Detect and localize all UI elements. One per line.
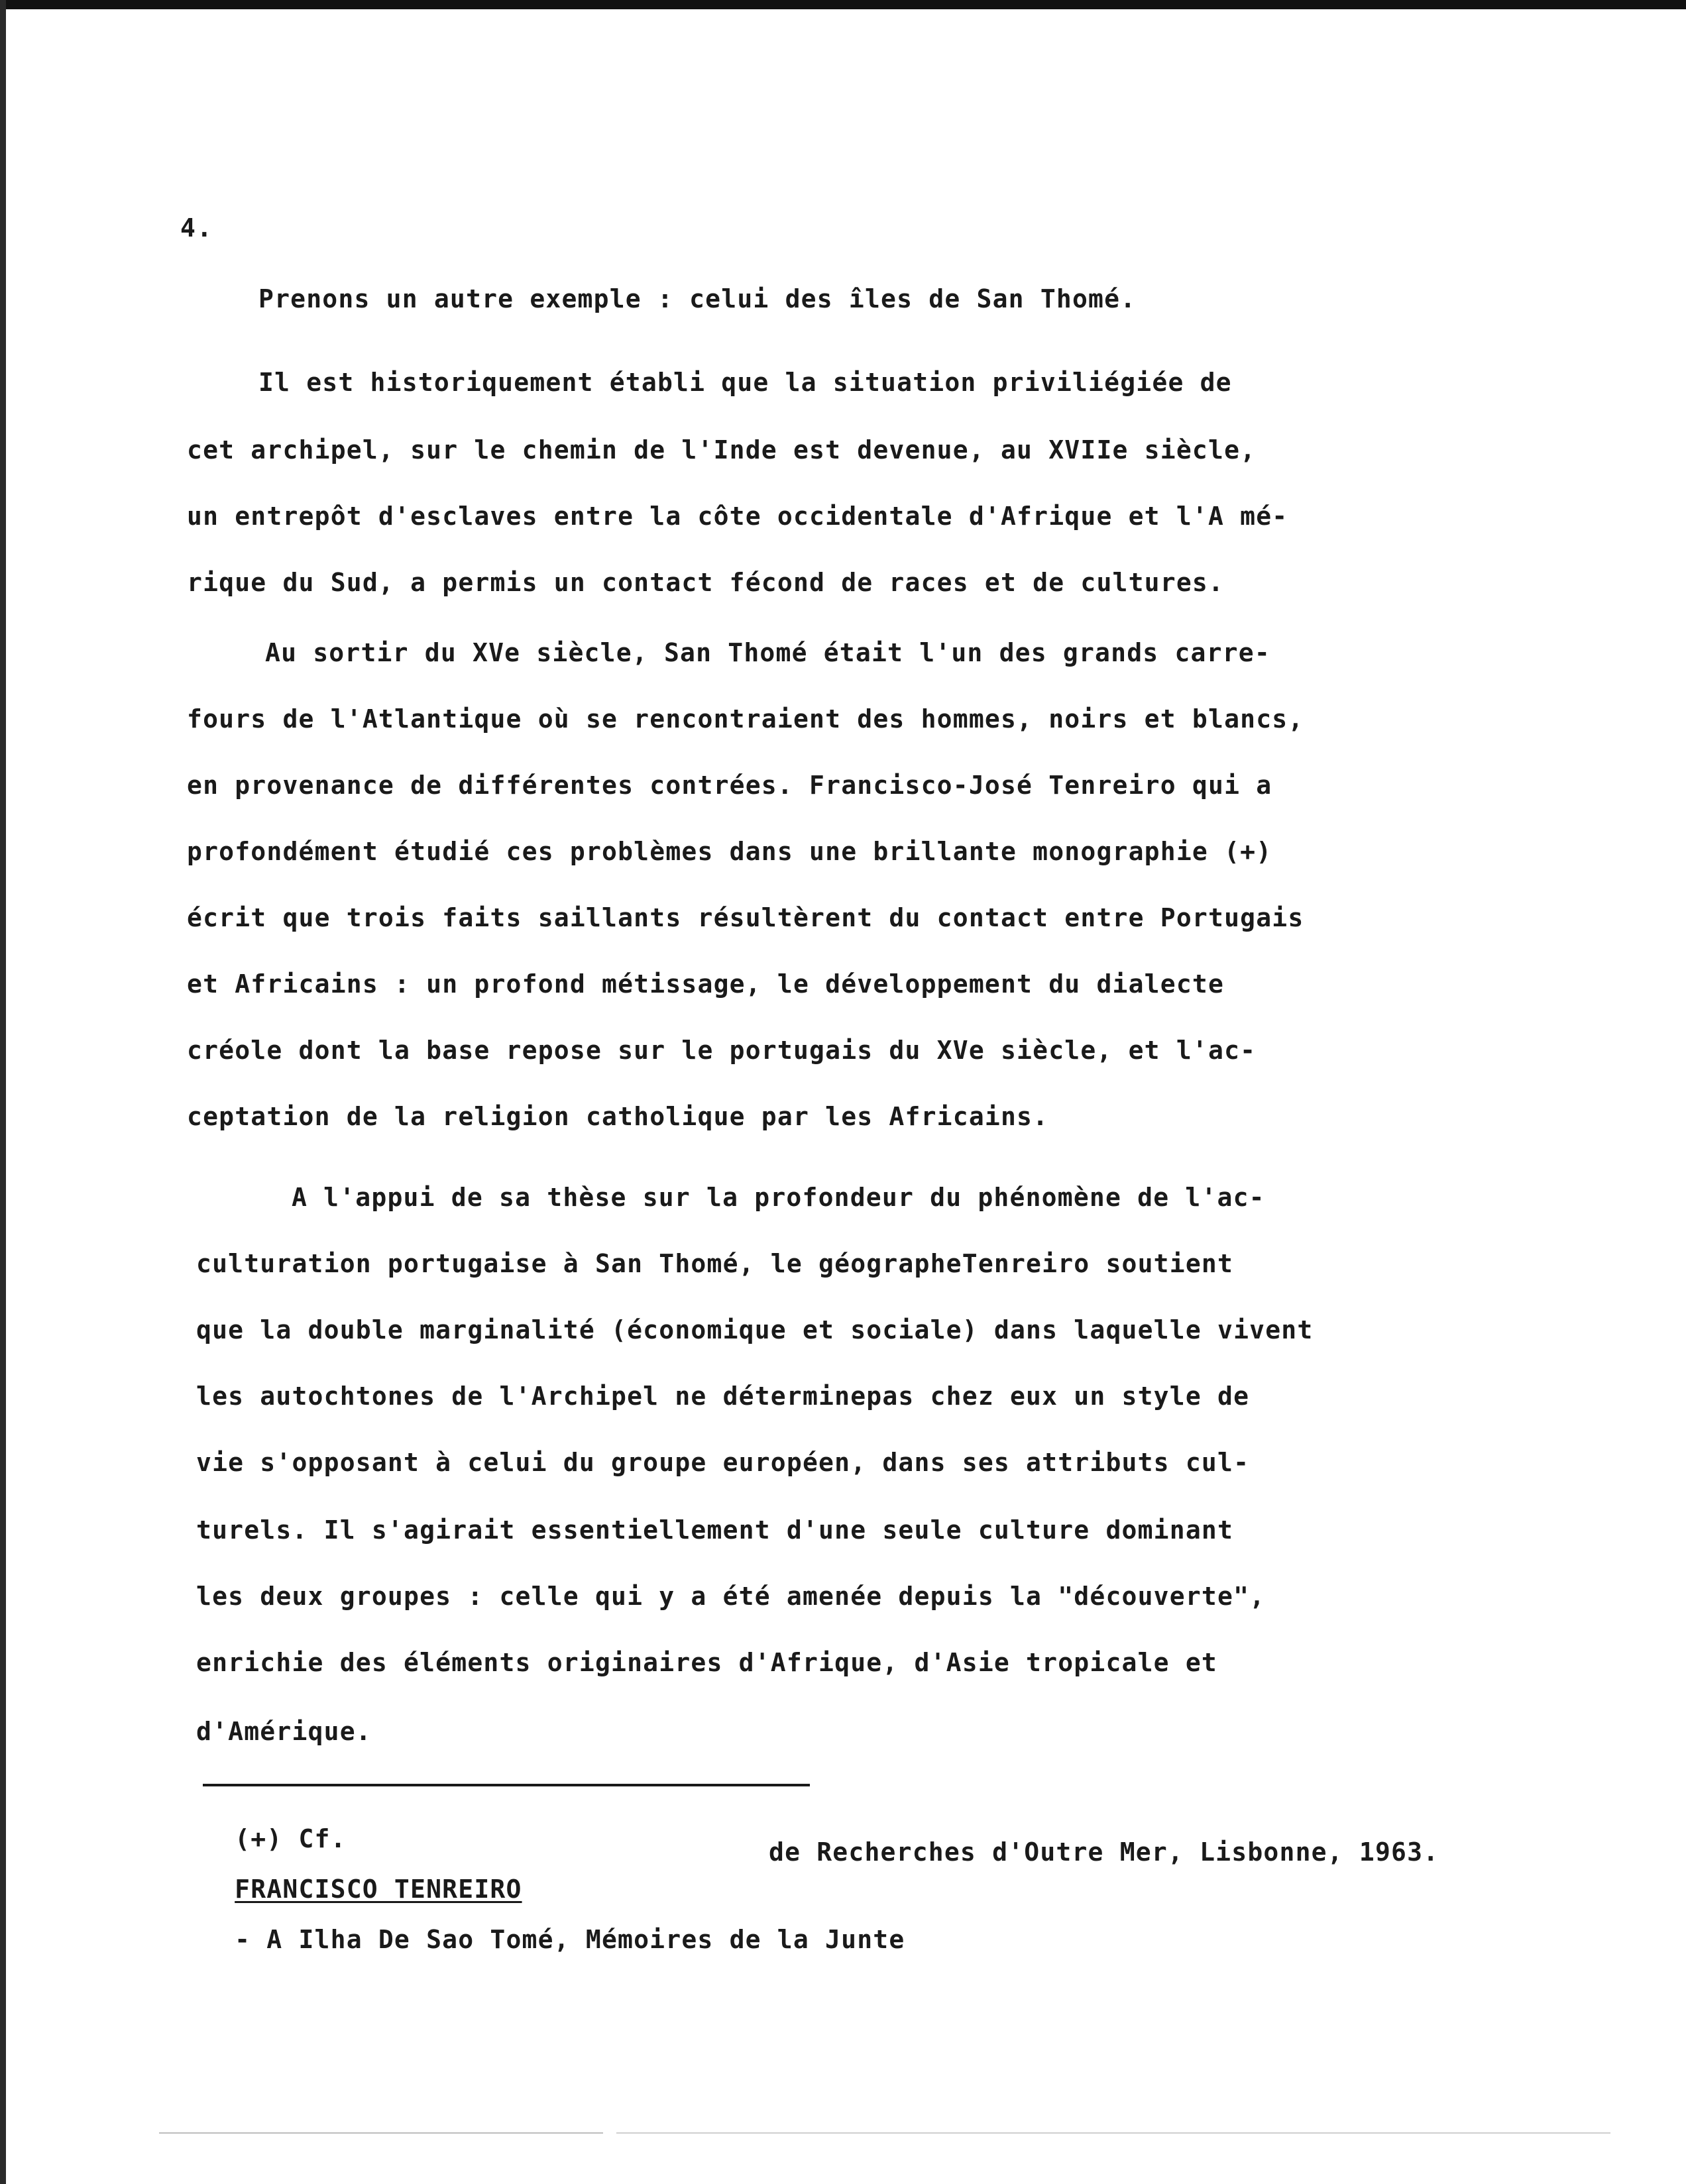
body-line: cet archipel, sur le chemin de l'Inde est devenue, au XVIIe siècle, <box>187 435 1257 464</box>
scan-left-edge <box>0 0 6 2184</box>
body-line: Au sortir du XVe siècle, San Thomé était l'un des grands carre- <box>265 638 1270 667</box>
footnote-rule <box>203 1784 810 1786</box>
body-line: fours de l'Atlantique où se rencontraient des hommes, noirs et blancs, <box>187 704 1304 734</box>
footnote-line-1 <box>203 1801 905 1952</box>
body-line: rique du Sud, a permis un contact fécond de races et de cultures. <box>187 568 1225 597</box>
footnote-line-2: de Recherches d'Outre Mer, Lisbonne, 1963. <box>769 1837 1439 1867</box>
body-line: turels. Il s'agirait essentiellement d'une seule culture dominant <box>196 1515 1234 1545</box>
page-number: 4. <box>180 213 213 243</box>
footnote-marker: (+) Cf. <box>235 1824 347 1853</box>
body-line: et Africains : un profond métissage, le développement du dialecte <box>187 969 1225 999</box>
body-line: vie s'opposant à celui du groupe européen, dans ses attributs cul- <box>196 1448 1250 1477</box>
body-line: A l'appui de sa thèse sur la profondeur du phénomène de l'ac- <box>292 1183 1265 1212</box>
body-line: profondément étudié ces problèmes dans une brillante monographie (+) <box>187 837 1272 866</box>
body-line: en provenance de différentes contrées. Francisco-José Tenreiro qui a <box>187 771 1272 800</box>
body-line: d'Amérique. <box>196 1717 372 1746</box>
body-line: Prenons un autre exemple : celui des îles de San Thomé. <box>258 284 1137 313</box>
body-line: Il est historiquement établi que la situation priviliégiée de <box>258 368 1232 397</box>
body-line: un entrepôt d'esclaves entre la côte occidentale d'Afrique et l'A mé- <box>187 502 1288 531</box>
scan-artifact-line <box>159 2132 603 2134</box>
scan-artifact-line <box>616 2132 1610 2134</box>
scan-top-edge <box>0 0 1686 9</box>
body-line: enrichie des éléments originaires d'Afrique, d'Asie tropicale et <box>196 1648 1217 1677</box>
body-line: créole dont la base repose sur le portugais du XVe siècle, et l'ac- <box>187 1036 1257 1065</box>
body-line: écrit que trois faits saillants résultèrent du contact entre Portugais <box>187 903 1304 932</box>
body-line: les autochtones de l'Archipel ne déterminepas chez eux un style de <box>196 1382 1250 1411</box>
body-line: les deux groupes : celle qui y a été amenée depuis la "découverte", <box>196 1582 1266 1611</box>
body-line: culturation portugaise à San Thomé, le géographeTenreiro soutient <box>196 1249 1234 1278</box>
body-line: ceptation de la religion catholique par les Africains. <box>187 1102 1049 1131</box>
body-line: que la double marginalité (économique et sociale) dans laquelle vivent <box>196 1315 1314 1344</box>
footnote-title: - A Ilha De Sao Tomé, Mémoires de la Junte <box>235 1925 905 1954</box>
footnote-author: FRANCISCO TENREIRO <box>235 1875 522 1904</box>
